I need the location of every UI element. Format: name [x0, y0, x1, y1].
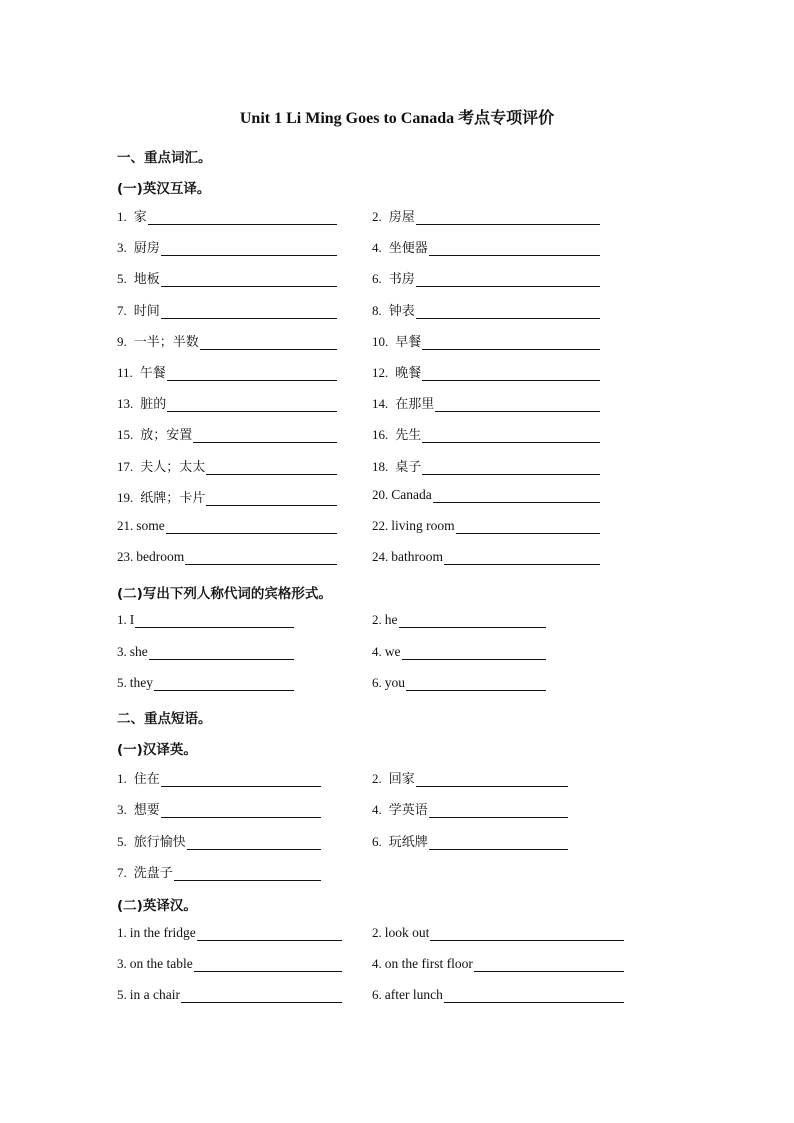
- item-prompt: bathroom: [391, 549, 443, 565]
- item-number: 3.: [117, 956, 127, 971]
- item-number: 6.: [372, 675, 382, 690]
- answer-blank[interactable]: [187, 834, 321, 850]
- item-row: [0, 956, 794, 978]
- item-prompt: 时间: [133, 303, 160, 319]
- item-number: 4.: [372, 240, 382, 256]
- item-row: [0, 799, 794, 821]
- exercise-item: [372, 799, 568, 818]
- exercise-item: [117, 799, 321, 818]
- item-prompt: 家: [133, 210, 147, 225]
- answer-blank[interactable]: [148, 209, 337, 225]
- exercise-item: [117, 268, 337, 287]
- answer-blank[interactable]: [167, 396, 337, 412]
- item-prompt: he: [384, 612, 398, 627]
- item-number: 6.: [372, 833, 382, 849]
- exercise-item: [117, 393, 337, 412]
- answer-blank[interactable]: [154, 675, 294, 691]
- exercise-item: [117, 456, 337, 475]
- answer-blank[interactable]: [399, 612, 547, 628]
- answer-blank[interactable]: [206, 490, 337, 506]
- item-prompt: in the fridge: [129, 925, 196, 940]
- answer-blank[interactable]: [433, 487, 600, 503]
- item-number: 2.: [372, 209, 382, 224]
- exercise-item: [372, 487, 600, 503]
- exercise-item: [372, 518, 600, 534]
- item-number: 20.: [372, 486, 389, 502]
- exercise-item: [372, 831, 568, 850]
- item-number: 3.: [117, 240, 127, 256]
- exercise-item: [117, 925, 342, 941]
- item-prompt: 洗盘子: [133, 865, 173, 881]
- answer-blank[interactable]: [174, 865, 321, 881]
- item-prompt: you: [384, 675, 405, 690]
- exercise-item: [117, 424, 337, 443]
- exercise-item: [372, 300, 600, 319]
- item-prompt: 桌子: [395, 459, 422, 475]
- item-prompt: 旅行愉快: [133, 834, 186, 850]
- answer-blank[interactable]: [429, 802, 568, 818]
- exercise-item: [117, 644, 294, 660]
- item-row: [0, 393, 794, 415]
- item-number: 5.: [117, 987, 127, 1002]
- item-prompt: on the table: [129, 956, 193, 971]
- item-row: [0, 675, 794, 697]
- exercise-item: [117, 862, 321, 881]
- item-prompt: 地板: [133, 272, 160, 288]
- item-row: [0, 487, 794, 509]
- answer-blank[interactable]: [416, 303, 600, 319]
- item-row: [0, 862, 794, 884]
- item-prompt: Canada: [391, 486, 432, 502]
- item-row: [0, 925, 794, 947]
- exercise-item: [372, 768, 568, 787]
- exercise-item: [372, 956, 624, 972]
- exercise-item: [372, 987, 624, 1003]
- item-number: 13.: [117, 396, 134, 412]
- answer-blank[interactable]: [161, 303, 337, 319]
- exercise-item: [117, 237, 337, 256]
- answer-blank[interactable]: [200, 334, 337, 350]
- answer-blank[interactable]: [422, 427, 600, 443]
- item-prompt: 住在: [133, 772, 160, 787]
- item-prompt: in a chair: [129, 987, 180, 1002]
- item-row: [0, 518, 794, 540]
- answer-blank[interactable]: [430, 925, 624, 941]
- item-prompt: 回家: [388, 772, 415, 787]
- item-prompt: they: [129, 675, 153, 690]
- item-row: [0, 456, 794, 478]
- answer-blank[interactable]: [161, 240, 337, 256]
- item-number: 4.: [372, 956, 382, 971]
- answer-blank[interactable]: [429, 240, 600, 256]
- item-prompt: we: [384, 643, 401, 659]
- answer-blank[interactable]: [135, 612, 294, 628]
- item-number: 6.: [372, 987, 382, 1002]
- item-number: 16.: [372, 427, 389, 443]
- exercise-item: [372, 424, 600, 443]
- item-row: [0, 768, 794, 790]
- item-number: 3.: [117, 643, 127, 659]
- item-prompt: I: [129, 612, 135, 627]
- item-prompt: 钟表: [388, 303, 415, 319]
- item-prompt: 学英语: [388, 803, 428, 819]
- item-number: 2.: [372, 925, 382, 940]
- item-row: [0, 644, 794, 666]
- answer-blank[interactable]: [416, 271, 600, 287]
- answer-blank[interactable]: [166, 518, 337, 534]
- item-prompt: 房屋: [388, 210, 415, 225]
- answer-blank[interactable]: [474, 956, 624, 972]
- answer-blank[interactable]: [161, 271, 337, 287]
- answer-blank[interactable]: [161, 771, 321, 787]
- exercise-item: [117, 362, 337, 381]
- exercise-item: [372, 206, 600, 225]
- exercise-item: [372, 549, 600, 565]
- item-row: [0, 331, 794, 353]
- item-number: 10.: [372, 333, 389, 349]
- answer-blank[interactable]: [206, 459, 337, 475]
- item-prompt: on the first floor: [384, 956, 473, 971]
- answer-blank[interactable]: [429, 834, 568, 850]
- item-prompt: 厨房: [133, 241, 160, 257]
- answer-blank[interactable]: [422, 334, 600, 350]
- item-prompt: 夫人；太太: [140, 459, 206, 475]
- item-prompt: look out: [384, 925, 430, 940]
- item-number: 5.: [117, 833, 127, 849]
- exercise-item: [117, 549, 337, 565]
- exercise-item: [117, 206, 337, 225]
- item-prompt: 纸牌；卡片: [140, 490, 206, 506]
- exercise-item: [372, 612, 546, 628]
- item-prompt: 脏的: [140, 397, 167, 413]
- item-row: [0, 831, 794, 853]
- item-number: 1.: [117, 771, 127, 786]
- answer-blank[interactable]: [181, 987, 342, 1003]
- answer-blank[interactable]: [193, 427, 337, 443]
- exercise-item: [372, 362, 600, 381]
- item-prompt: 早餐: [395, 334, 422, 350]
- section-heading-vocabulary: 一、重点词汇。: [117, 150, 212, 166]
- item-number: 2.: [372, 771, 382, 786]
- exercise-item: [117, 987, 342, 1003]
- item-number: 4.: [372, 802, 382, 818]
- exercise-item: [117, 518, 337, 534]
- answer-blank[interactable]: [161, 802, 321, 818]
- page-title: Unit 1 Li Ming Goes to Canada 考点专项评价: [239, 110, 555, 127]
- answer-blank[interactable]: [194, 956, 342, 972]
- item-row: [0, 362, 794, 384]
- answer-blank[interactable]: [416, 771, 568, 787]
- answer-blank[interactable]: [444, 549, 600, 565]
- exercise-item: [117, 956, 342, 972]
- answer-blank[interactable]: [406, 675, 546, 691]
- item-number: 1.: [117, 209, 127, 224]
- answer-blank[interactable]: [197, 925, 342, 941]
- item-prompt: after lunch: [384, 987, 443, 1002]
- item-row: [0, 206, 794, 228]
- exercise-item: [117, 831, 321, 850]
- exercise-item: [117, 768, 321, 787]
- item-row: [0, 612, 794, 634]
- item-number: 7.: [117, 302, 127, 318]
- answer-blank[interactable]: [149, 644, 294, 660]
- item-number: 5.: [117, 675, 127, 690]
- item-prompt: 玩纸牌: [388, 834, 428, 850]
- item-prompt: 一半；半数: [133, 334, 199, 350]
- item-number: 23.: [117, 549, 134, 565]
- exercise-item: [117, 675, 294, 691]
- item-number: 14.: [372, 396, 389, 412]
- item-number: 24.: [372, 549, 389, 565]
- item-prompt: 午餐: [139, 366, 166, 381]
- item-prompt: 放；安置: [140, 428, 193, 444]
- item-number: 1.: [117, 925, 127, 940]
- item-number: 22.: [372, 518, 389, 533]
- exercise-item: [372, 675, 546, 691]
- exercise-item: [372, 237, 600, 256]
- item-row: [0, 300, 794, 322]
- item-number: 6.: [372, 271, 382, 287]
- subsection-heading-translation: (一)英汉互译。: [117, 181, 211, 197]
- item-number: 5.: [117, 271, 127, 287]
- answer-blank[interactable]: [185, 549, 337, 565]
- item-prompt: 想要: [133, 803, 160, 819]
- item-number: 12.: [372, 365, 389, 380]
- item-number: 17.: [117, 458, 134, 474]
- exercise-item: [117, 300, 337, 319]
- exercise-item: [372, 456, 600, 475]
- item-prompt: some: [136, 518, 165, 533]
- item-number: 2.: [372, 612, 382, 627]
- item-prompt: bedroom: [136, 549, 185, 565]
- item-number: 7.: [117, 864, 127, 880]
- answer-blank[interactable]: [422, 365, 600, 381]
- item-prompt: living room: [391, 518, 455, 533]
- item-prompt: 晚餐: [395, 366, 422, 381]
- item-number: 21.: [117, 518, 134, 533]
- answer-blank[interactable]: [416, 209, 600, 225]
- item-prompt: 先生: [395, 428, 422, 444]
- item-row: [0, 237, 794, 259]
- item-number: 4.: [372, 643, 382, 659]
- exercise-item: [117, 331, 337, 350]
- item-prompt: she: [129, 643, 148, 659]
- item-row: [0, 549, 794, 571]
- exercise-item: [372, 393, 600, 412]
- exercise-item: [372, 644, 546, 660]
- answer-blank[interactable]: [422, 459, 600, 475]
- answer-blank[interactable]: [456, 518, 600, 534]
- item-row: [0, 268, 794, 290]
- item-prompt: 坐便器: [388, 241, 428, 257]
- exercise-item: [372, 925, 624, 941]
- item-row: [0, 424, 794, 446]
- item-number: 1.: [117, 612, 127, 627]
- exercise-item: [117, 612, 294, 628]
- subsection-heading-cn-to-en: (一)汉译英。: [117, 742, 197, 758]
- item-prompt: 在那里: [395, 397, 435, 413]
- subsection-heading-pronouns: (二)写出下列人称代词的宾格形式。: [117, 586, 332, 602]
- item-number: 15.: [117, 427, 134, 443]
- item-number: 11.: [117, 365, 133, 380]
- answer-blank[interactable]: [167, 365, 337, 381]
- answer-blank[interactable]: [402, 644, 547, 660]
- answer-blank[interactable]: [435, 396, 600, 412]
- item-number: 18.: [372, 458, 389, 474]
- section-heading-phrases: 二、重点短语。: [117, 711, 212, 727]
- exercise-item: [372, 331, 600, 350]
- answer-blank[interactable]: [444, 987, 624, 1003]
- item-number: 19.: [117, 489, 134, 505]
- exercise-item: [372, 268, 600, 287]
- item-number: 9.: [117, 333, 127, 349]
- item-row: [0, 987, 794, 1009]
- item-prompt: 书房: [388, 272, 415, 288]
- item-number: 8.: [372, 302, 382, 318]
- subsection-heading-en-to-cn: (二)英译汉。: [117, 898, 197, 914]
- item-number: 3.: [117, 802, 127, 818]
- exercise-item: [117, 487, 337, 506]
